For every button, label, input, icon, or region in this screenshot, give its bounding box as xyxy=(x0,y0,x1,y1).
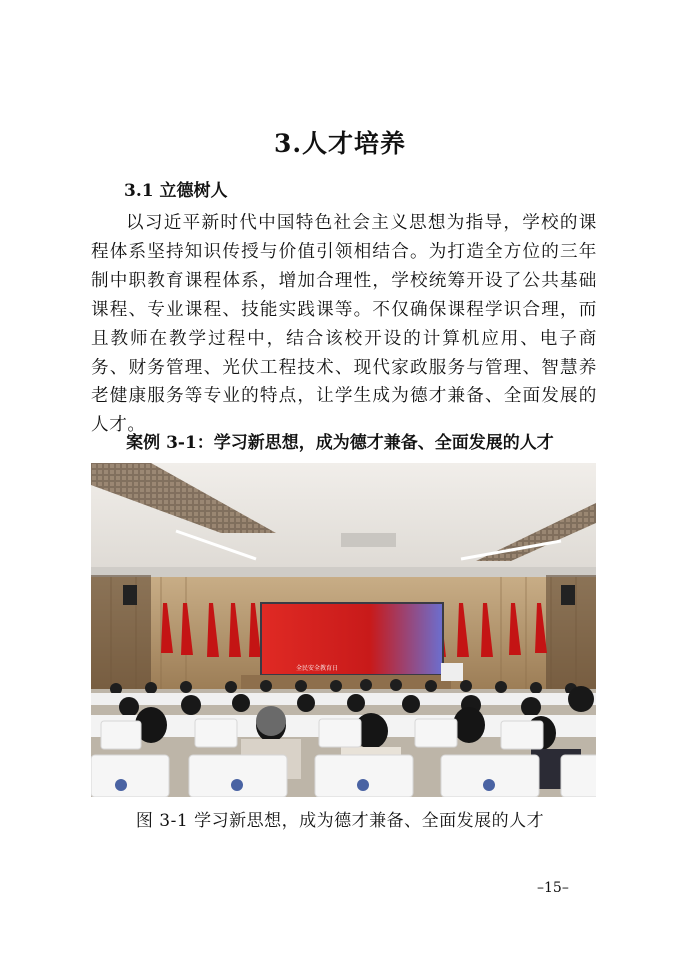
page-number: –15– xyxy=(537,880,569,896)
projection-screen xyxy=(261,603,443,675)
case-title: 案例 3-1：学习新思想，成为德才兼备、全面发展的人才 xyxy=(126,433,554,453)
section-heading: 3.1 立德树人 xyxy=(124,181,228,201)
chapter-title: 3.人才培养 xyxy=(273,129,407,158)
figure-caption: 图 3-1 学习新思想，成为德才兼备、全面发展的人才 xyxy=(135,811,545,831)
body-paragraph: 以习近平新时代中国特色社会主义思想为指导，学校的课程体系坚持知识传授与价值引领相结合。为打造全方位的三年制中职教育课程体系，增加合理性，学校统筹开设了公共基础课程、专业课程、技能实践课等。不仅确保课程学识合理，而且教师在教学过程中，结合该校开设的计算机应用、电子商务、财务管理、光伏工程技术、现代家政服务与管理、智慧养老健康服务等专业的特点，让学生成为德才兼备、全面发展的人才。 xyxy=(91,213,597,436)
auditorium-photo xyxy=(91,463,596,797)
screen-banner-text: 全民安全教育日 xyxy=(296,666,339,672)
